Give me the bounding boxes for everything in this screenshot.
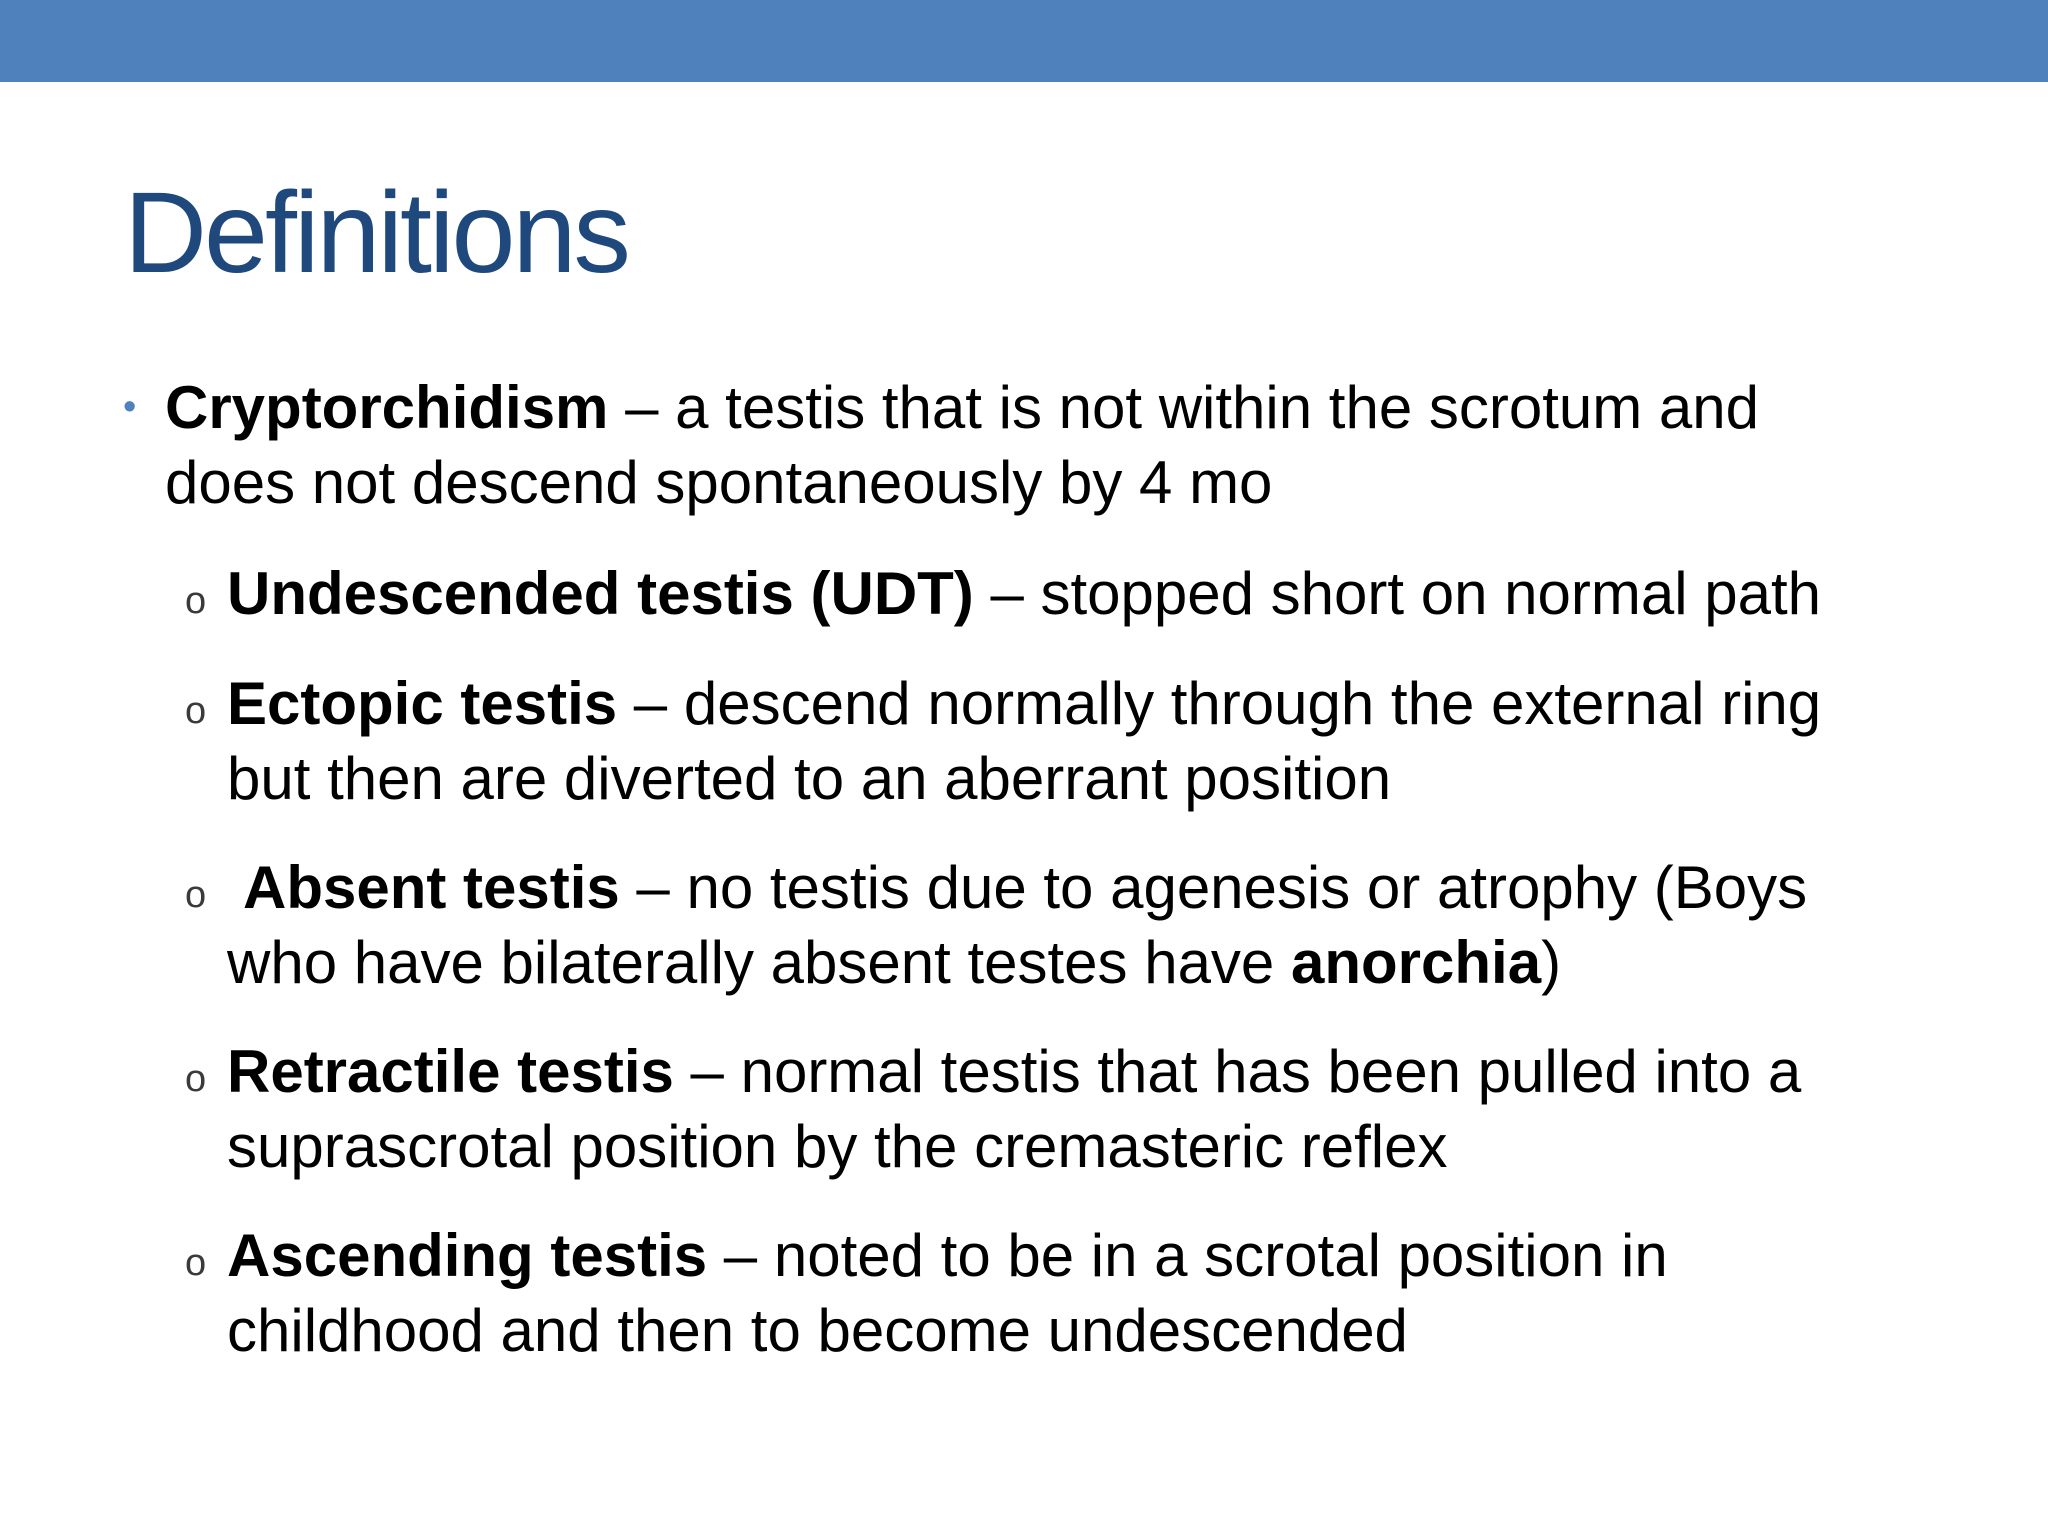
term-absent-testis: Absent testis (243, 854, 620, 921)
bullet-dot-icon: • (123, 386, 137, 428)
definition-line-2: childhood and then to become undescended (227, 1297, 1408, 1364)
term-cryptorchidism: Cryptorchidism (165, 374, 609, 441)
definition-line-1: – descend normally through the external ring (617, 670, 1822, 737)
bullet-circle-icon: o (185, 1058, 207, 1100)
definition-line-1: – no testis due to agenesis or atrophy (Boys (619, 854, 1808, 921)
bullet-circle-icon: o (185, 580, 207, 622)
definition-line-1: – noted to be in a scrotal position in (707, 1222, 1668, 1289)
definition-line-1: – a testis that is not within the scrotum and (608, 374, 1759, 441)
list-item-undescended-testis (185, 556, 1821, 631)
definition-line-2-end: ) (1541, 929, 1562, 996)
list-item-ascending-testis (185, 1218, 1668, 1368)
term-undescended-testis: Undescended testis (UDT) (227, 560, 974, 627)
definition-line-2: suprascrotal position by the cremasteric reflex (227, 1113, 1448, 1180)
definition-line-1: – normal testis that has been pulled into a (673, 1038, 1802, 1105)
term-retractile-testis: Retractile testis (227, 1038, 674, 1105)
definition-line-2: but then are diverted to an aberrant position (227, 745, 1392, 812)
list-item-cryptorchidism (123, 370, 1759, 520)
term-ectopic-testis: Ectopic testis (227, 670, 618, 737)
list-item-retractile-testis (185, 1034, 1802, 1184)
list-item-absent-testis (185, 850, 1808, 1000)
header-bar (0, 0, 2048, 82)
list-item-ectopic-testis (185, 666, 1822, 816)
term-ascending-testis: Ascending testis (227, 1222, 708, 1289)
definition-line-2: who have bilaterally absent testes have (227, 929, 1291, 996)
definition-line-1: – stopped short on normal path (973, 560, 1821, 627)
definition-line-2: does not descend spontaneously by 4 mo (165, 449, 1273, 516)
slide-title: Definitions (124, 169, 628, 297)
bullet-circle-icon: o (185, 1242, 207, 1284)
term-anorchia: anorchia (1290, 929, 1542, 996)
bullet-circle-icon: o (185, 874, 207, 916)
bullet-circle-icon: o (185, 690, 207, 732)
